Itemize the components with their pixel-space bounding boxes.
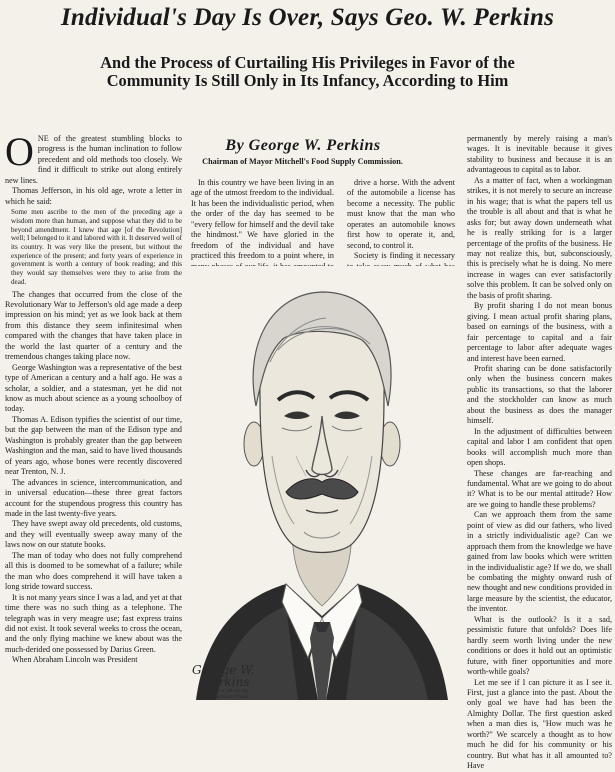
author-title: Chairman of Mayor Mitchell's Food Supply Commission. <box>202 157 403 166</box>
paragraph: They have swept away old precedents, old customs, and they will eventually sweep away many of the laws now on our statute books. <box>5 519 182 550</box>
paragraph: drive a horse. With the advent of the automobile a license has become a necessity. The public must know that the man who operates an automobile knows first how to operate it, and, second, to control it. <box>347 178 455 250</box>
jefferson-quote: Some men ascribe to the men of the preceding age a wisdom more than human, and suppose what they did to be beyond amendment. I knew that age [of the Revolution] well; I belonged to it and labored with it. It deserved well of its country. It was very like the present, but without the experience of the present; and forty years of experience in government is worth a century of book reading; and this they would say themselves were they to arise from the dead. <box>11 208 182 286</box>
signature: George W. Perkins from a photo by American Press <box>192 664 262 700</box>
paragraph: In the adjustment of difficulties between capital and labor I am confident that open books will accomplish much more than open shops. <box>467 426 612 468</box>
paragraph: Can we approach them from the same point of view as did our fathers, who lived in a strictly individualistic age? Can we approach them from the knowledge we have gained from law books which were written in the individualistic age? If we do, we shall be combating the mighty onward rush of new thought and new conditions provided in large measure by the scientist, the educator, the inventor. <box>467 510 612 614</box>
paragraph: Profit sharing can be done satisfactorily only when the business concern makes public its transactions, so that the laborer and the stockholder can know as much about the business as does the manager himself. <box>467 363 612 426</box>
paragraph: The man of today who does not fully comprehend all this is doomed to be somewhat of a failure; while the man who does comprehend it will have taken a long stride toward success. <box>5 550 182 592</box>
paragraph: These changes are far-reaching and fundamental. What are we going to do about it? What is to be our mental attitude? How are we going to handle these problems? <box>467 468 612 509</box>
paragraph: Society is finding it necessary <box>354 251 455 261</box>
paragraph: The advances in science, intercommunication, and in universal education—these three great factors account for the stupendous progress this country has made in the last twenty-five years. <box>5 477 182 519</box>
paragraph: permanently by merely raising a man's wages. It is inevitable because it gives stability to business and because it is an advantageous to capital as to labor. <box>467 134 612 175</box>
paragraph: It is not many years since I was a lad, and yet at that time there was no such thing as a telephone. The telegraph was in very meagre use; fast express trains did not exist. It took several weeks to cross the ocean, and the only flying machine we knew about was the much-derided one possessed by Darius Green. <box>5 592 182 654</box>
headline: Individual's Day Is Over, Says Geo. W. Perkins <box>60 4 555 31</box>
paragraph: When Abraham Lincoln was President <box>12 655 138 665</box>
article-column-middle-a <box>191 178 334 271</box>
paragraph: ONE of the greatest stumbling blocks to progress is the human inclination to follow precedent and old methods too closely. We find it difficult to strike out along entirely new lines. <box>5 129 182 185</box>
paragraph: What is the outlook? Is it a sad, pessimistic future that unfolds? Does life hardly seem worth living under the new conditions or does it hold out an optimistic future, with finer opportunities and more worth-while goals? <box>467 614 612 677</box>
paragraph: Thomas A. Edison typifies the scientist of our time, but the gap between the man of the Edison type and Washington is probably greater than the gap between Washington and the man, said to have lived thousands of years ago, whose bones were recently discovered near Trenton, N. J. <box>5 414 182 477</box>
drop-cap: O <box>5 129 34 174</box>
paragraph: As a matter of fact, when a workingman strikes, it is not merely to secure an increase in his wage; that is what the papers tell us the trouble is all about and that is what he asks for; but away down underneath what he is really striking for is a larger percentage of the profits of the business. He may not realize this, but, subconsciously, this is precisely what he is doing. No mere increase in wages can ever satisfactorily solve this problem. It can be solved only on the basis of profit sharing. <box>467 175 612 300</box>
photo-credit: from a photo by American Press <box>208 688 249 700</box>
paragraph: George Washington was a representative of the best type of American a century and a half ago. He was a scholar, a soldier, and a statesman, yet he did not know as much about science as a young schoolboy of today. <box>5 362 182 414</box>
portrait-illustration <box>186 266 458 700</box>
byline: By George W. Perkins <box>225 137 381 154</box>
paragraph: Thomas Jefferson, in his old age, wrote a letter in which he said: <box>5 186 182 206</box>
paragraph: By profit sharing I do not mean bonus giving. I mean actual profit sharing plans, based on earnings of the business, with a fair percentage to capital and a fair percentage to labor after adequate wages and interest have been earned. <box>467 301 612 363</box>
subheadline: And the Process of Curtailing His Privileges in Favor of the Community Is Still Only in Its Infancy, According to Him <box>100 53 515 90</box>
paragraph: In this country we have been living in an age of the utmost freedom to the individual. It has been the individualistic period, when the order of the day has seemed to be "every fellow for himself and the devil take the hindmost." We have gloried in the freedom of the individual and have practiced this freedom to a point where, in <box>191 178 334 261</box>
article-column-left <box>5 129 182 700</box>
paragraph: Let me see if I can picture it as I see it. First, just a glance into the past. About the only goal we have had has been the Almighty Dollar. The first question asked when a man dies is, "How much was he worth?" We scarcely a thought as to how much he did for his community or his country. But what has it all amounted to? Have <box>467 677 612 771</box>
paragraph: The changes that occurred from the close of the Revolutionary War to Jefferson's old age made a deep impression on his mind; yet as we look back at them from this distance they seem infinitesimal when compared with the changes that have taken place in the world the last quarter of a century and the tremendous changes taking place now. <box>5 289 182 362</box>
article-column-right <box>467 134 612 771</box>
